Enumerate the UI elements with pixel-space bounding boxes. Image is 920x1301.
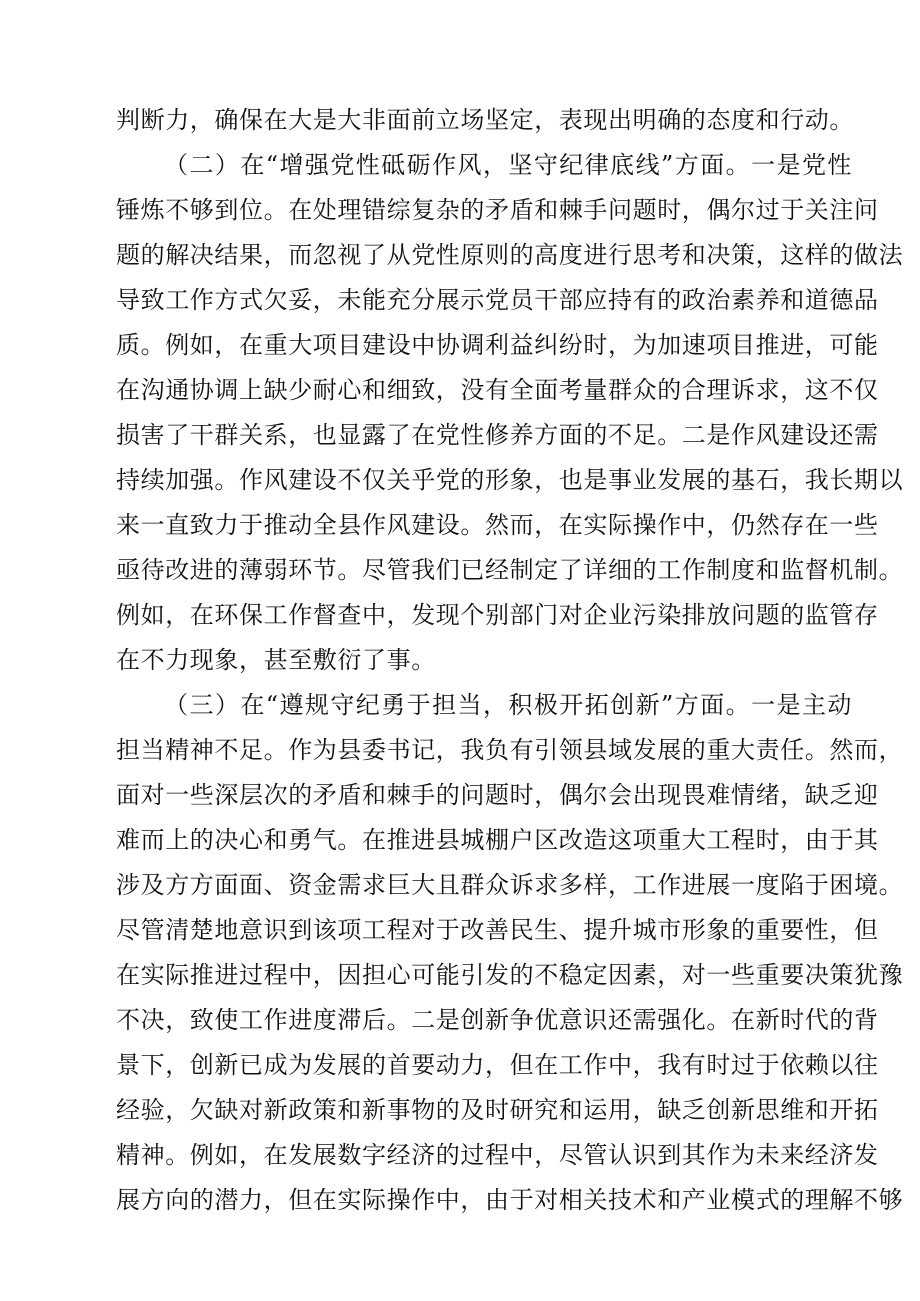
section-heading-line: （三）在“遵规守纪勇于担当，积极开拓创新”方面。一是主动 (164, 691, 852, 719)
text-line: 展方向的潜力，但在实际操作中，由于对相关技术和产业模式的理解不够 (116, 1186, 904, 1214)
text-line: 担当精神不足。作为县委书记，我负有引领县域发展的重大责任。然而， (116, 736, 904, 764)
text-line: 亟待改进的薄弱环节。尽管我们已经制定了详细的工作制度和监督机制。 (116, 556, 904, 584)
text-line: 景下，创新已成为发展的首要动力，但在工作中，我有时过于依赖以往 (116, 1051, 879, 1079)
text-line: 涉及方方面面、资金需求巨大且群众诉求多样，工作进展一度陷于困境。 (116, 871, 904, 899)
text-line: 来一直致力于推动全县作风建设。然而，在实际操作中，仍然存在一些 (116, 511, 879, 539)
text-line: 持续加强。作风建设不仅关乎党的形象，也是事业发展的基石，我长期以 (116, 466, 904, 494)
text-line: 例如，在环保工作督查中，发现个别部门对企业污染排放问题的监管存 (116, 601, 879, 629)
text-line: 导致工作方式欠妥，未能充分展示党员干部应持有的政治素养和道德品 (116, 286, 879, 314)
text-line: 难而上的决心和勇气。在推进县城棚户区改造这项重大工程时，由于其 (116, 826, 879, 854)
text-line: 题的解决结果，而忽视了从党性原则的高度进行思考和决策，这样的做法 (116, 241, 904, 269)
text-line: 尽管清楚地意识到该项工程对于改善民生、提升城市形象的重要性，但 (116, 916, 879, 944)
text-line: 在沟通协调上缺少耐心和细致，没有全面考量群众的合理诉求，这不仅 (116, 376, 879, 404)
document-body (116, 98, 904, 1223)
text-line: 锤炼不够到位。在处理错综复杂的矛盾和棘手问题时，偶尔过于关注问 (116, 196, 879, 224)
text-line: 精神。例如，在发展数字经济的过程中，尽管认识到其作为未来经济发 (116, 1141, 879, 1169)
text-line: 判断力，确保在大是大非面前立场坚定，表现出明确的态度和行动。 (116, 106, 854, 134)
text-line: 在不力现象，甚至敷衍了事。 (116, 646, 436, 674)
text-line: 面对一些深层次的矛盾和棘手的问题时，偶尔会出现畏难情绪，缺乏迎 (116, 781, 879, 809)
text-line: 不决，致使工作进度滞后。二是创新争优意识还需强化。在新时代的背 (116, 1006, 879, 1034)
text-line: 经验，欠缺对新政策和新事物的及时研究和运用，缺乏创新思维和开拓 (116, 1096, 879, 1124)
text-line: 质。例如，在重大项目建设中协调利益纠纷时，为加速项目推进，可能 (116, 331, 879, 359)
text-line: 在实际推进过程中，因担心可能引发的不稳定因素，对一些重要决策犹豫 (116, 961, 904, 989)
section-heading-line: （二）在“增强党性砥砺作风，坚守纪律底线”方面。一是党性 (164, 151, 852, 179)
text-line: 损害了干群关系，也显露了在党性修养方面的不足。二是作风建设还需 (116, 421, 879, 449)
